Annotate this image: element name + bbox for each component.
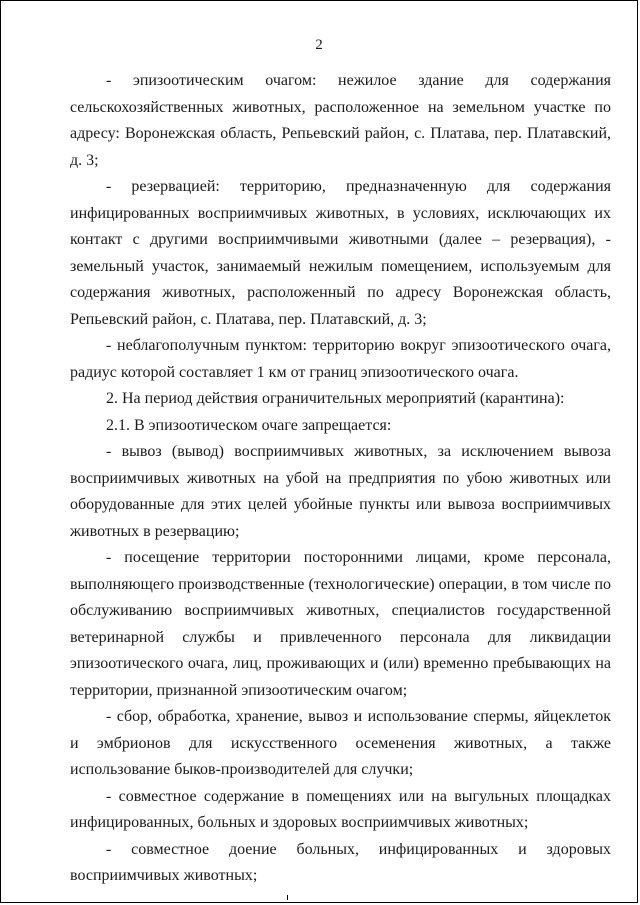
paragraph-unsafe-point-definition: - неблагополучным пунктом: территорию вокруг эпизоотического очага, радиус которой составляет 1 км от границ эпизоотического очага.	[70, 337, 611, 381]
paragraph-sperm-ban: - сбор, обработка, хранение, вывоз и использование спермы, яйцеклеток и эмбрионов для искусственного осеменения животных, а также использование быков-производителей для случки;	[70, 708, 611, 778]
paragraph-joint-keeping-ban: - совместное содержание в помещениях или на выгульных площадках инфицированных, больных и здоровых восприимчивых животных;	[70, 787, 611, 831]
document-body	[70, 68, 611, 890]
paragraph-removal-ban: - вывоз (вывод) восприимчивых животных, за исключением вывоза восприимчивых животных на убой на предприятия по убою животных или оборудованные для этих целей убойные пункты или вывоза восприимчивых животных в резервацию;	[70, 443, 611, 540]
paragraph-section-2: 2. На период действия ограничительных мероприятий (карантина):	[106, 390, 565, 407]
paragraph-visit-ban: - посещение территории посторонними лицами, кроме персонала, выполняющего производственные (технологические) операции, в том числе по обслуживанию восприимчивых животных, специалистов государственной ветеринарной службы и привлеченного персонала для ликвидации эпизоотического очага, лиц, проживающих и (или) временно пребывающих на территории, признанной эпизоотическим очагом;	[70, 549, 611, 699]
paragraph-reservation-definition: - резервацией: территорию, предназначенную для содержания инфицированных восприимчивых животных, в условиях, исключающих их контакт с другими восприимчивыми животными (далее – резервация), - земельный участок, занимаемый нежилым помещением, используемым для содержания животных, расположенный по адресу Воронежская область, Репьевский район, с. Платава, пер. Платавский, д. 3;	[70, 178, 611, 328]
scan-edge-mark	[287, 895, 288, 900]
page-number: 2	[315, 37, 323, 53]
paragraph-section-2-1: 2.1. В эпизоотическом очаге запрещается:	[106, 416, 392, 434]
paragraph-joint-milking-ban: - совместное доение больных, инфицированных и здоровых восприимчивых животных;	[70, 840, 611, 884]
paragraph-focus-definition: - эпизоотическим очагом: нежилое здание для содержания сельскохозяйственных животных, расположенное на земельном участке по адресу: Воронежская область, Репьевский район, с. Платава, пер. Платавский, д. 3;	[70, 72, 611, 169]
